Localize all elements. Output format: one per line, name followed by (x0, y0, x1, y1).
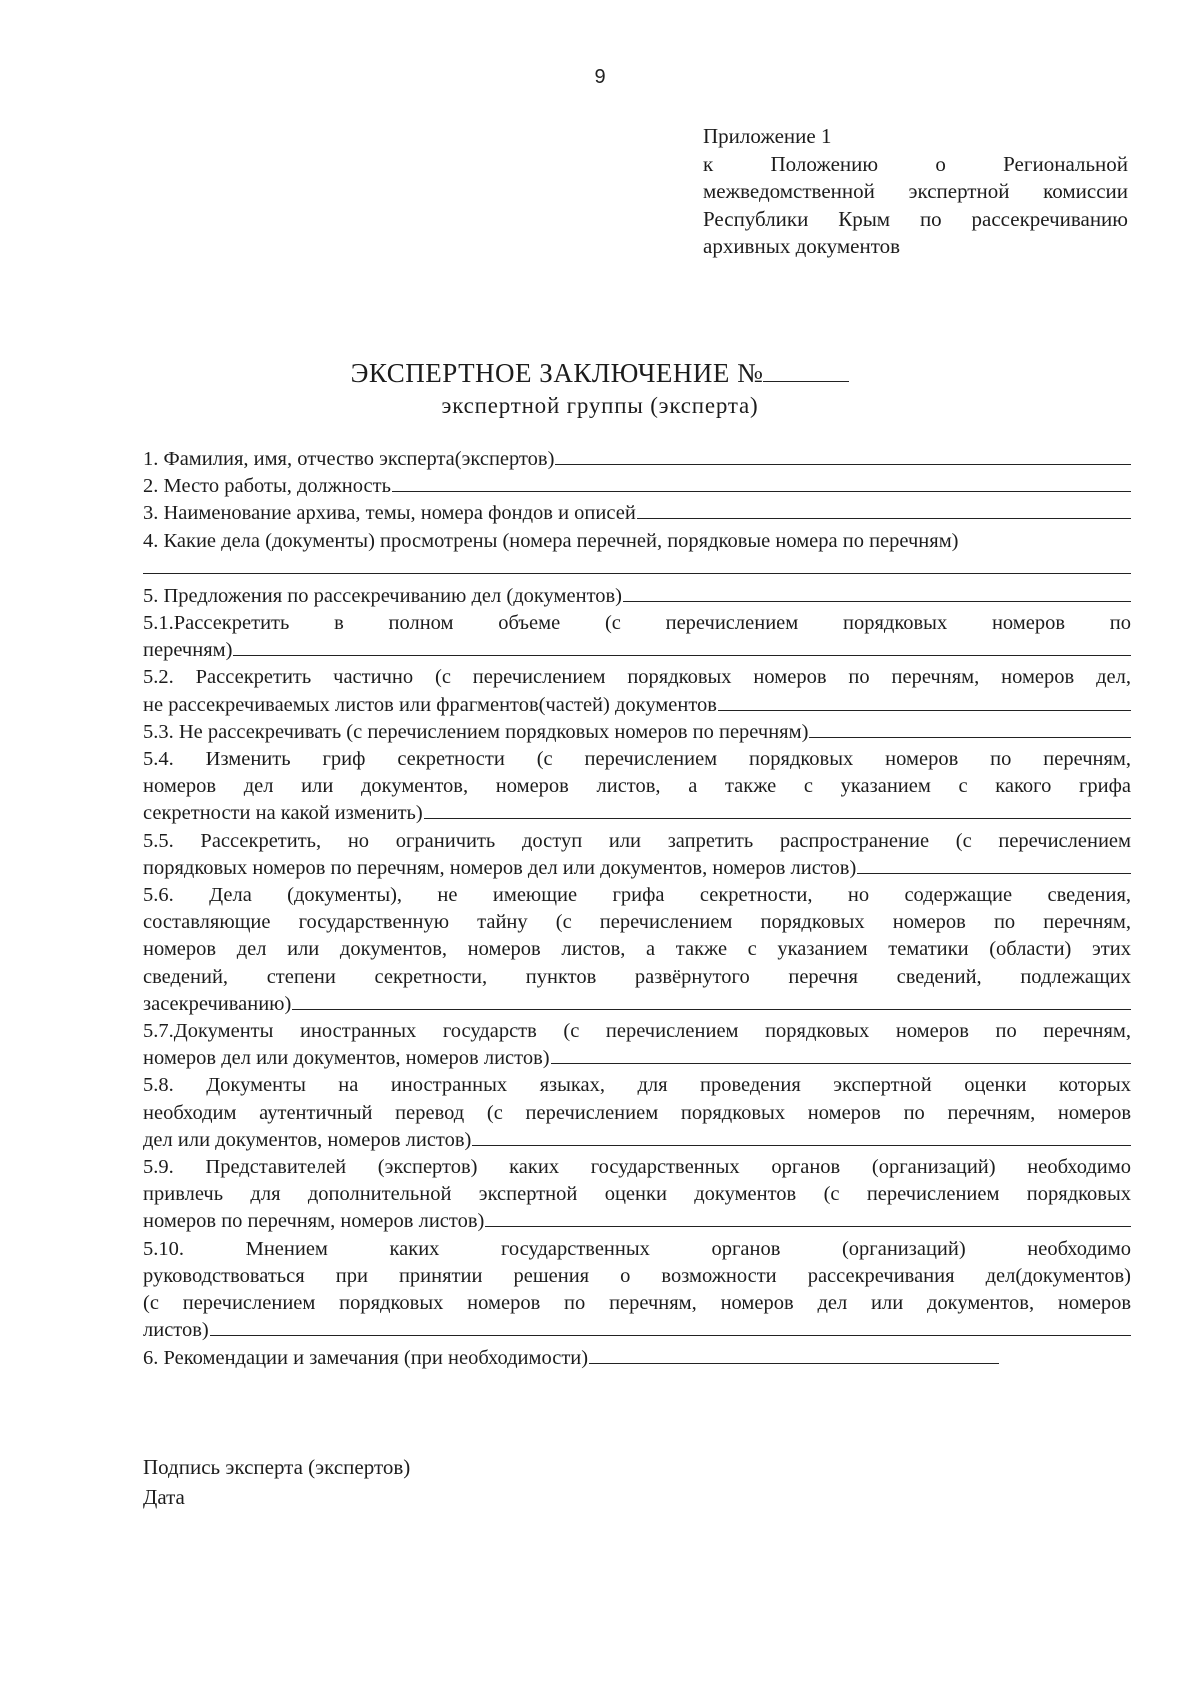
form-body (143, 446, 1131, 1372)
fill-line (551, 1048, 1131, 1064)
item-5-10-line-4: листов) (143, 1317, 1131, 1344)
signature-block (143, 1452, 410, 1512)
item-5-2-line-1: 5.2. Рассекретить частично (с перечислением порядковых номеров по перечням, номеров дел, (143, 666, 1131, 689)
document-title-text: ЭКСПЕРТНОЕ ЗАКЛЮЧЕНИЕ № (350, 358, 764, 388)
field-workplace: 2. Место работы, должность (143, 473, 1131, 500)
item-5-9-line-2: привлечь для дополнительной экспертной оценки документов (с перечислением порядковых (143, 1183, 1131, 1206)
item-5-10-line-2: руководствоваться при принятии решения о возможности рассекречивания дел(документов) (143, 1264, 1131, 1287)
appendix-reference: к Положению о Региональной межведомственной экспертной комиссии Республики Крым по рассекречиванию архивных документов (703, 151, 1128, 258)
item-5-6-line-5: засекречиванию) (143, 991, 1131, 1018)
fill-line (233, 640, 1131, 656)
item-5-5-line-1: 5.5. Рассекретить, но ограничить доступ или запретить распространение (с перечислением (143, 829, 1131, 852)
fill-line (555, 449, 1131, 465)
item-5-8-line-1: 5.8. Документы на иностранных языках, для проведения экспертной оценки которых (143, 1074, 1131, 1097)
fill-line (589, 1348, 999, 1364)
item-5-6-line-4: сведений, степени секретности, пунктов развёрнутого перечня сведений, подлежащих (143, 965, 1131, 988)
page-number: 9 (594, 66, 606, 88)
item-5-6-line-3: номеров дел или документов, номеров листов, а также с указанием тематики (области) этих (143, 938, 1131, 961)
appendix-block (703, 123, 1128, 261)
signature-label: Подпись эксперта (экспертов) (143, 1455, 411, 1479)
item-5-9-line-1: 5.9. Представителей (экспертов) каких государственных органов (организаций) необходимо (143, 1156, 1131, 1179)
fill-line (472, 1130, 1131, 1146)
fill-line (809, 722, 1131, 738)
item-5-4-line-3: секретности на какой изменить) (143, 800, 1131, 827)
document-subtitle: экспертной группы (эксперта) (441, 393, 759, 418)
fill-line (392, 476, 1131, 492)
item-5-7-line-1: 5.7.Документы иностранных государств (с перечислением порядковых номеров по перечням, (143, 1020, 1131, 1043)
fill-line (210, 1320, 1131, 1336)
item-5-9-line-3: номеров по перечням, номеров листов) (143, 1208, 1131, 1235)
field-proposals: 5. Предложения по рассекречиванию дел (документов) (143, 583, 1131, 610)
fill-line (637, 503, 1131, 519)
item-5-1-line-2: перечням) (143, 637, 1131, 664)
fill-line (485, 1211, 1131, 1227)
item-5-10-line-3: (с перечислением порядковых номеров по перечням, номеров дел или документов, номеров (143, 1292, 1131, 1315)
number-blank (763, 363, 849, 382)
field-reviewed-cases: 4. Какие дела (документы) просмотрены (номера перечней, порядковые номера по перечням) (143, 529, 959, 552)
field-expert-name: 1. Фамилия, имя, отчество эксперта(экспертов) (143, 446, 1131, 473)
item-5-2-line-2: не рассекречиваемых листов или фрагментов(частей) документов (143, 692, 1131, 719)
item-5-8-line-3: дел или документов, номеров листов) (143, 1127, 1131, 1154)
fill-line (857, 858, 1131, 874)
document-title (0, 358, 1200, 389)
fill-line (143, 555, 1131, 574)
field-recommendations: 6. Рекомендации и замечания (при необходимости) (143, 1345, 1131, 1372)
item-5-8-line-2: необходим аутентичный перевод (с перечислением порядковых номеров по перечням, номеров (143, 1101, 1131, 1124)
item-5-10-line-1: 5.10. Мнением каких государственных органов (организаций) необходимо (143, 1237, 1131, 1260)
item-5-5-line-2: порядковых номеров по перечням, номеров дел или документов, номеров листов) (143, 855, 1131, 882)
fill-line (623, 586, 1131, 602)
item-5-4-line-2: номеров дел или документов, номеров листов, а также с указанием с какого грифа (143, 775, 1131, 798)
item-5-1-line-1: 5.1.Рассекретить в полном объеме (с перечислением порядковых номеров по (143, 612, 1131, 635)
fill-line (292, 994, 1131, 1010)
appendix-title: Приложение 1 (703, 124, 832, 148)
fill-line (718, 695, 1131, 711)
item-5-6-line-1: 5.6. Дела (документы), не имеющие грифа секретности, но содержащие сведения, (143, 884, 1131, 907)
date-label: Дата (143, 1485, 185, 1509)
item-5-6-line-2: составляющие государственную тайну (с перечислением порядковых номеров по перечням, (143, 911, 1131, 934)
fill-line (424, 803, 1131, 819)
item-5-7-line-2: номеров дел или документов, номеров листов) (143, 1045, 1131, 1072)
item-5-4-line-1: 5.4. Изменить гриф секретности (с перечислением порядковых номеров по перечням, (143, 748, 1131, 771)
item-5-3: 5.3. Не рассекречивать (с перечислением порядковых номеров по перечням) (143, 719, 1131, 746)
field-archive: 3. Наименование архива, темы, номера фондов и описей (143, 500, 1131, 527)
